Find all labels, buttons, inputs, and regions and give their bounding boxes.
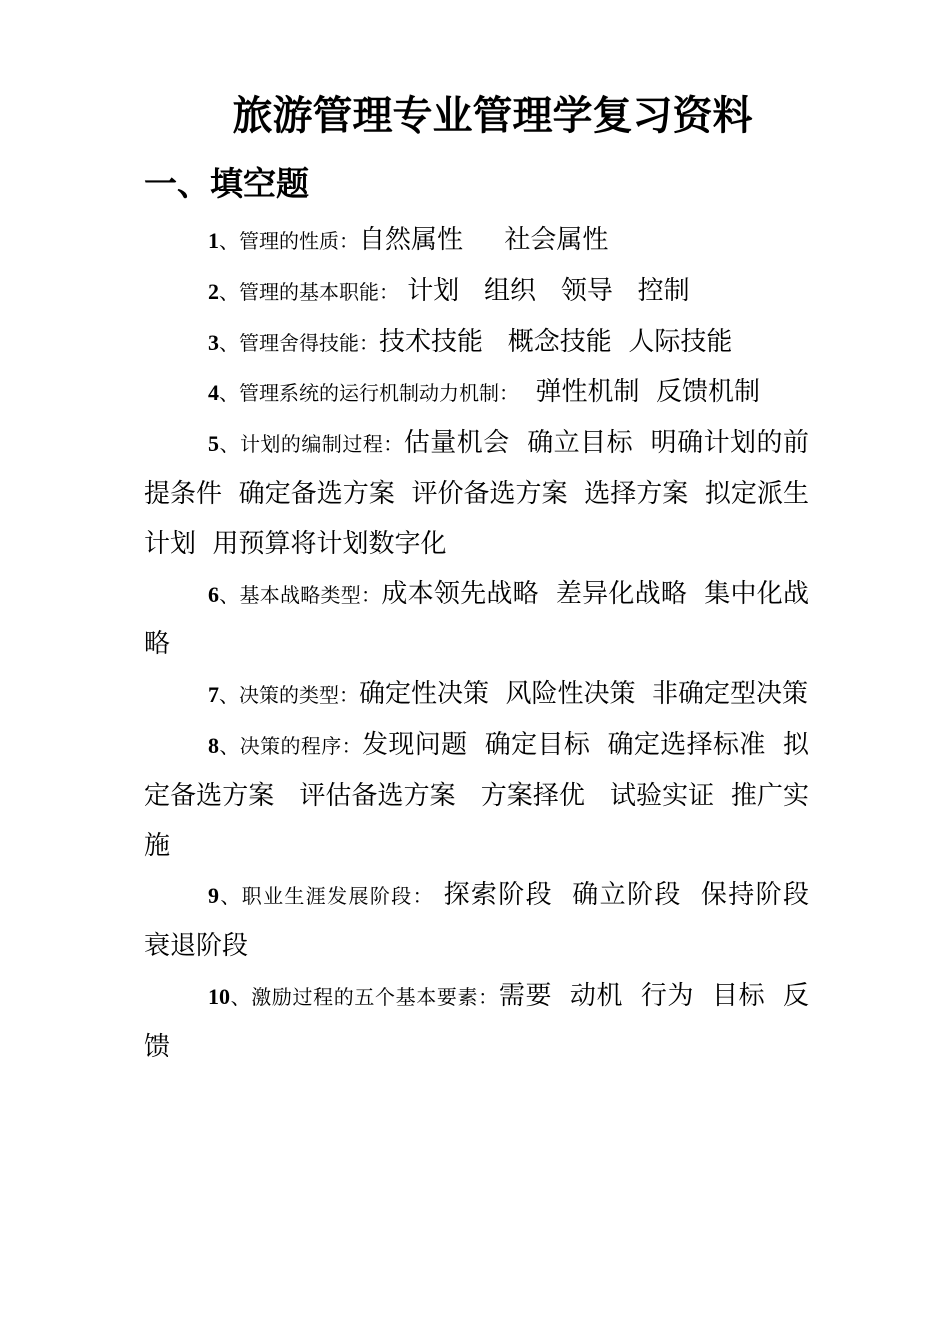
list-item	[144, 721, 809, 871]
item-question: 、基本战略类型：	[219, 582, 382, 607]
item-answer: 技术技能 概念技能 人际技能	[379, 326, 733, 357]
item-answer: 弹性机制 反馈机制	[519, 377, 761, 408]
item-number: 6	[208, 581, 219, 607]
item-answer: 确定性决策 风险性决策 非确定型决策	[359, 679, 809, 710]
list-item	[144, 871, 826, 972]
list-item	[144, 216, 809, 267]
item-answer: 估量机会 确立目标 明确计划的前提条件 确定备选方案 评价备选方案 选择方案 拟定派生计划 用预算将计划数字化	[144, 428, 810, 559]
item-number: 8	[208, 732, 219, 758]
item-number: 4	[208, 380, 219, 406]
item-question: 、决策的类型：	[219, 683, 359, 708]
document-title: 旅游管理专业管理学复习资料	[232, 92, 753, 139]
item-answer: 探索阶段 确立阶段 保持阶段 衰退阶段	[144, 880, 826, 962]
item-question: 、决策的程序：	[219, 733, 362, 758]
item-number: 9	[208, 883, 219, 909]
item-question: 、管理的基本职能：	[219, 279, 399, 304]
item-question: 、计划的编制过程：	[219, 432, 404, 457]
item-number: 2	[208, 278, 219, 304]
item-number: 1	[208, 228, 219, 253]
item-answer: 需要 动机 行为 目标 反馈	[144, 980, 809, 1062]
list-item	[144, 670, 809, 721]
section-heading: 一、填空题	[144, 164, 309, 203]
list-item	[144, 267, 809, 318]
fill-in-blank-list	[144, 216, 826, 1073]
item-number: 10	[208, 983, 230, 1009]
item-question: 、管理系统的运行机制动力机制：	[219, 381, 519, 406]
item-answer: 发现问题 确定目标 确定选择标准 拟定备选方案 评估备选方案 方案择优 试验实证 推广实施	[144, 729, 810, 861]
item-number: 5	[208, 431, 219, 457]
item-answer: 计划 组织 领导 控制	[399, 275, 690, 306]
list-item	[144, 368, 809, 419]
list-item	[144, 419, 809, 569]
item-question: 、管理舍得技能：	[219, 330, 379, 355]
item-question: 、管理的性质：	[219, 229, 359, 253]
list-item	[144, 318, 809, 369]
item-answer: 自然属性 社会属性	[359, 225, 609, 255]
list-item	[144, 972, 809, 1073]
item-answer: 成本领先战略 差异化战略 集中化战略	[144, 578, 809, 660]
item-question: 、职业生涯发展阶段：	[219, 884, 434, 909]
item-question: 、激励过程的五个基本要素：	[230, 984, 499, 1009]
item-number: 3	[208, 329, 219, 355]
item-number: 7	[208, 682, 219, 708]
list-item	[144, 570, 809, 671]
